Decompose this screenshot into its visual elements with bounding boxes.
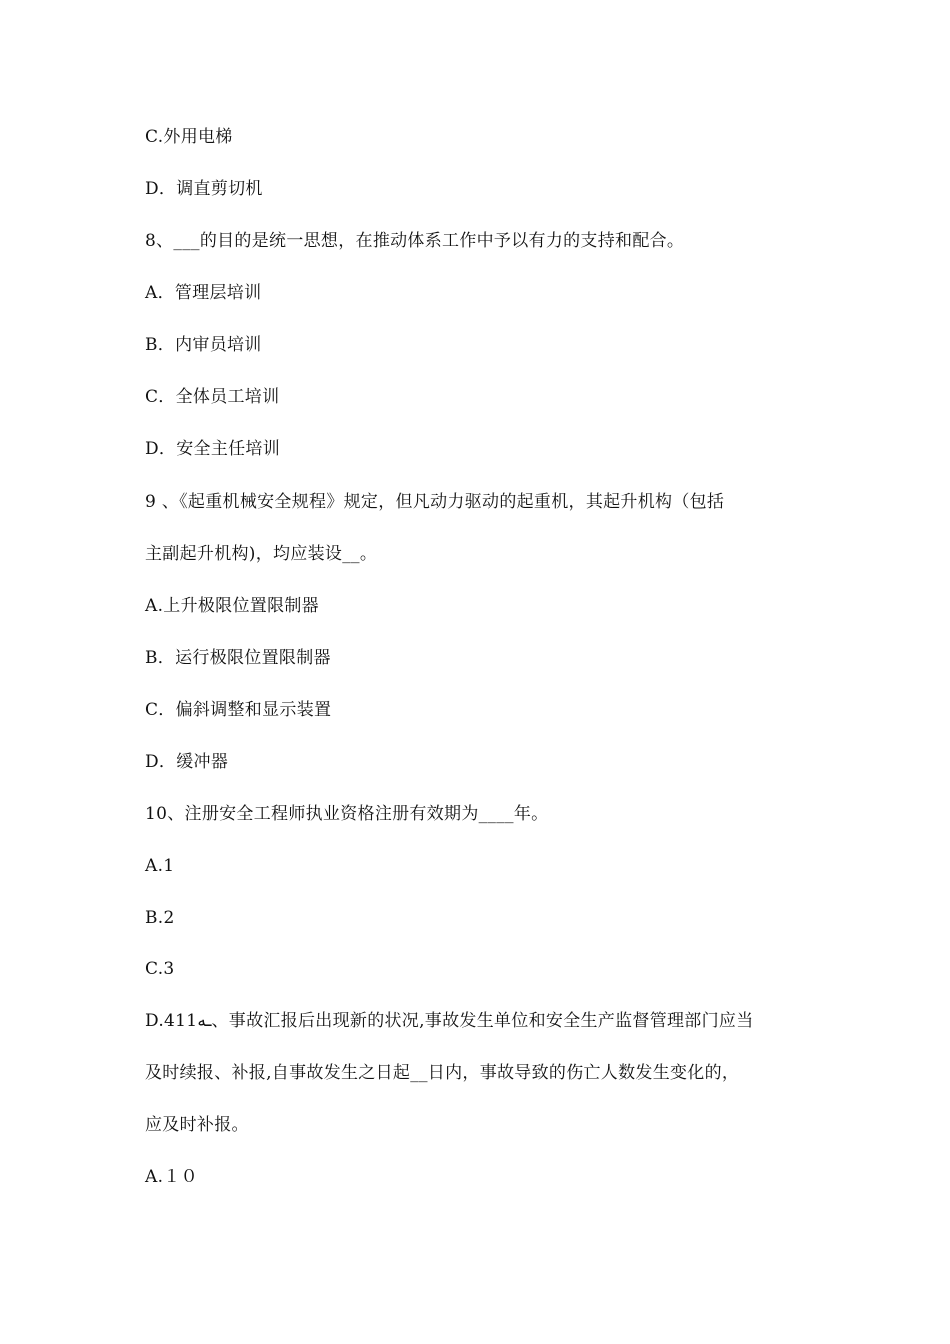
- option-a-10: A.１０: [145, 1167, 198, 1187]
- option-b-internal-auditor-training: B．内审员培训: [145, 335, 262, 355]
- option-c-external-elevator: C.外用电梯: [145, 127, 233, 147]
- option-d-buffer: D．缓冲器: [145, 752, 229, 772]
- option-a-management-training: A．管理层培训: [145, 283, 262, 303]
- option-c-3: C.3: [145, 959, 175, 979]
- option-c-skew-adjust-display: C．偏斜调整和显示装置: [145, 700, 332, 720]
- option-d-straightening-cutter: D．调直剪切机: [145, 179, 263, 199]
- question-11-line-3: 应及时补报。: [145, 1115, 249, 1135]
- question-11-line-2: 及时续报、补报,自事故发生之日起__日内，事故导致的伤亡人数发生变化的，: [145, 1063, 740, 1083]
- question-8: 8、___的目的是统一思想，在推动体系工作中予以有力的支持和配合。: [145, 231, 685, 251]
- option-d-safety-director-training: D．安全主任培训: [145, 439, 281, 459]
- option-b-2: B.2: [145, 908, 175, 928]
- option-b-travel-limit-limiter: B．运行极限位置限制器: [145, 648, 331, 668]
- question-9-line-1: 9 、《起重机械安全规程》规定，但凡动力驱动的起重机，其起升机构（包括: [145, 492, 725, 512]
- question-11-line-1: D.411ـه、事故汇报后出现新的状况,事故发生单位和安全生产监督管理部门应当: [145, 1011, 754, 1031]
- option-c-all-staff-training: C．全体员工培训: [145, 387, 280, 407]
- question-9-line-2: 主副起升机构)，均应装设__。: [145, 544, 378, 564]
- option-a-upper-limit-limiter: A.上升极限位置限制器: [145, 596, 319, 616]
- option-a-1: A.1: [145, 856, 175, 876]
- question-10: 10、注册安全工程师执业资格注册有效期为____年。: [145, 804, 549, 824]
